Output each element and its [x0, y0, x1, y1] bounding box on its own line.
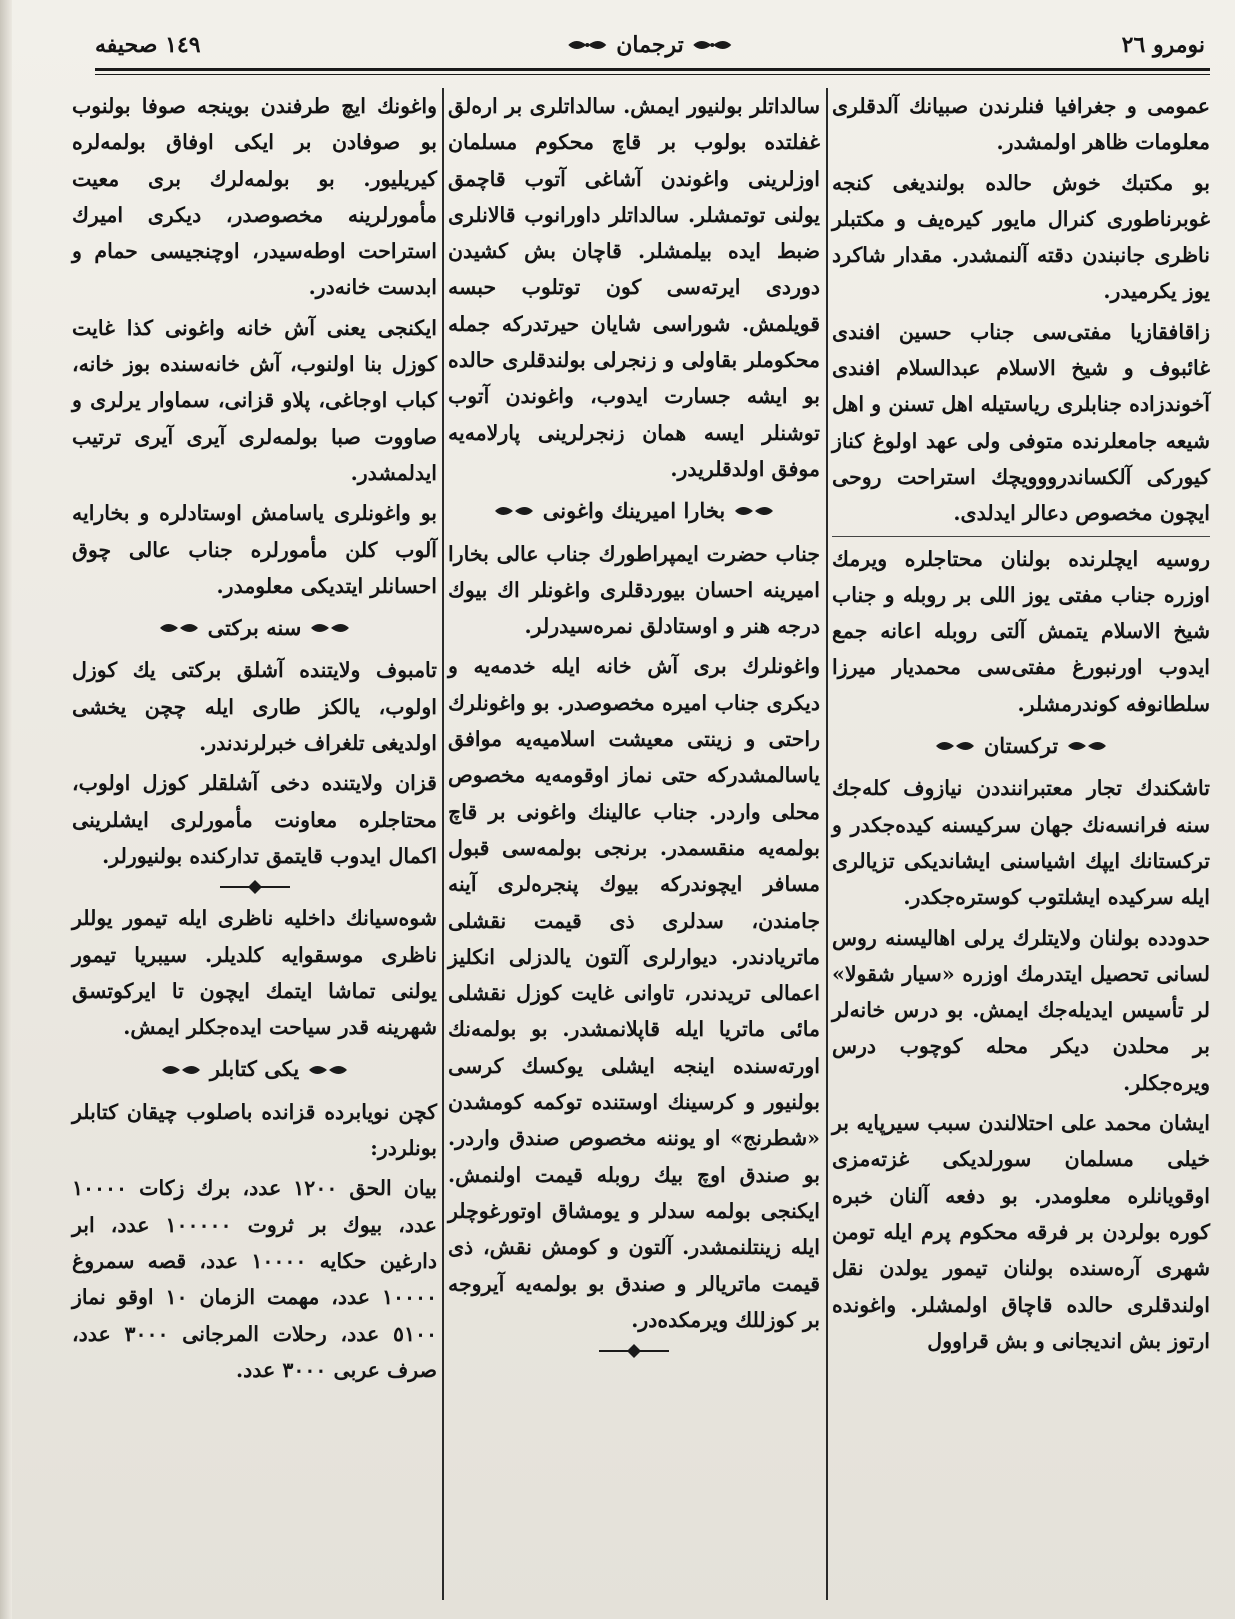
page-number: ١٤٩ صحیفه	[95, 32, 201, 58]
page-binding-edge	[0, 0, 12, 1619]
article-paragraph: كچن نویابرده قزانده باصلوب چیقان كتابلر بونلردر:	[72, 1099, 437, 1161]
ornament-icon	[733, 501, 775, 521]
article-paragraph: جناب حضرت ایمپراطورك جناب عالی بخارا امیرینه احسان بیوردقلری واغونلر اك بیوك درجه هنر و اوستادلق نمره‌سیدرلر.	[448, 541, 820, 639]
diamond-separator-icon	[599, 1344, 669, 1358]
masthead-title	[566, 32, 733, 58]
article-paragraph: بو مكتبك خوش حالده بولندیغی كنجه غوبرناطوری كنرال مایور كیره‌یف و مكتبلر ناظری جانبندن دقته آلنمشدر. مقدار شاكرد یوز یكرمیدر.	[832, 170, 1210, 304]
ornament-icon	[566, 35, 608, 55]
article-paragraph: عمومی و جغرافیا فنلرندن صبیانك آلدقلری معلومات ظاهر اولمشدر.	[832, 94, 1210, 155]
ornament-icon	[1066, 736, 1108, 756]
ornament-icon	[934, 736, 976, 756]
ornament-icon	[309, 618, 351, 638]
header-rule-thin	[95, 74, 1210, 75]
diamond-separator-icon	[220, 880, 290, 894]
article-paragraph: سالداتلر بولنیور ایمش. سالداتلری بر اره‌لق غفلتده بولوب بر قاچ محكوم مسلمان اوزلرینی واغوندن آشاغی آتوب قاچمق یولنی توتمشلر. سالداتلر داورانوب قالانلری ضبط ایده بیلمشلر. قاچان بش كشیدن دوردی ایرته‌سی كون توتلوب حبسه قویلمش. شوراسی شایان حیرتدركه جمله محكوملر بقاولی و زنجرلی بولندقلری حالده بو ایشه جسارت ایدوب، واغوندن آتوب توشنلر ایسه همان زنجرلرینی پارلامه‌یه موفق اولدقلریدر.	[448, 94, 820, 481]
section-heading	[832, 728, 1210, 764]
separator-ornament	[448, 1344, 820, 1358]
column-divider	[826, 88, 828, 1600]
ornament-icon	[158, 618, 200, 638]
article-paragraph: شوه‌سیانك داخلیه ناظری ایله تیمور یوللر ناظری موسقوایه كلدیلر. سیبریا تیمور یولنی تماشا ایتمك ایچون تا ایركوتسق شهرینه قدر سیاحت ایده‌جكلر ایمش.	[72, 906, 437, 1040]
article-paragraph: حدودده بولنان ولایتلرك یرلی اهالیسنه روس لسانی تحصیل ایتدرمك اوزره «سیار شقولا» لر تأسیس ایدیله‌جك ایمش. بو درس خانه‌لر بر محلدن دیكر محله كوچوب درس ویره‌جكلر.	[832, 925, 1210, 1095]
separator-ornament	[72, 880, 437, 894]
ornament-icon	[160, 1060, 202, 1080]
section-heading	[72, 1051, 437, 1087]
article-paragraph: بو واغونلری یاسامش اوستادلره و بخارایه آلوب كلن مأمورلره جناب عالی چوق احسانلر ایتدیكی معلومدر.	[72, 501, 437, 598]
article-paragraph: ایكنجی یعنی آش خانه واغونی كذا غایت كوزل بنا اولنوب، آش خانه‌سنده بوز خانه، كباب اوجاغی، پلاو قزانی، سماوار یرلری و صاووت صبا بولمه‌لری آیری آیری ترتیب ایدلمشدر.	[72, 315, 437, 485]
section-heading	[448, 493, 820, 529]
section-title: تركستان	[983, 733, 1059, 759]
rule-divider	[832, 536, 1210, 537]
left-column	[72, 88, 437, 1598]
article-paragraph: زاقافقازیا مفتی‌سی جناب حسین افندی غائبوف و شیخ الاسلام عبدالسلام افندی آخوندزاده جنابلری ریاستیله اهل تسنن و اهل شیعه جامعلرنده متوفی ولی عهد اولوغ كناز كیورکی آلكساندرووویچك استراحت روحی ایچون مخصوص دعالر ایدلدی.	[832, 319, 1210, 526]
issue-number: نومرو ٢٦	[1121, 32, 1205, 58]
ornament-icon	[307, 1060, 349, 1080]
article-paragraph: تامبوف ولایتنده آشلق بركتی یك كوزل اولوب، یالكز طاری ایله چچن یخشی اولدیغی تلغراف خبرلرندندر.	[72, 658, 437, 756]
article-paragraph: ایشان محمد علی احتلالندن سبب سیرپایه بر خیلی مسلمان سورلدیكی غزته‌مزی اوقویانلره معلومدر. بو دفعه آلنان خبره كوره بولردن بر فرقه محكوم پرم ایله تومن شهری آره‌سنده بولنان تیمور یولدن نقل اولندقلری حالده قاچاق اولمشلر. واغونده ارتوز بش اندیجانی و بش قراوول	[832, 1111, 1210, 1353]
article-paragraph: بیان الحق ١٢٠٠ عدد، برك زكات ١٠٠٠٠ عدد، بیوك بر ثروت ١٠٠٠٠٠ عدد، ابر دارغین حكایه ١٠٠٠٠ عدد، قصه سمروغ ١٠٠٠٠ عدد، مهمت الزمان ١٠ اوقو نماز ٥١٠٠ عدد، رحلات المرجانی ٣٠٠٠ عدد، صرف عربی ٣٠٠٠ عدد.	[72, 1176, 438, 1382]
ornament-icon	[692, 35, 734, 55]
article-paragraph: واغونلرك بری آش خانه ایله خدمه‌یه و دیكری جناب امیره مخصوصدر. بو واغونلرك راحتی و زینتی معیشت اسلامیه‌یه موافق یاسالمشدركه حتی نماز اوقومه‌یه مخصوص محلی واردر. جناب عالینك واغونی بر قاچ بولمه‌یه منقسمدر. برنجی بولمه‌سی قبول مسافر ایچوندركه بیوك پنجره‌لری آینه جامندن، سدلری ذی قیمت نقشلی ماتریادندر. دیوارلری آلتون یالدزلی انكلیز اعمالی تریدندر، تاوانی غایت كوزل نقشلی مائی ماتریا ایله قاپلانمشدر. بو بولمه‌نك اورته‌سنده اینجه ایشلی یوكسك كرسی بولنیور و كرسینك اوستنده توكمه كومشدن «شطرنج» او یوننه مخصوص صندق واردر. بو صندق اوچ بیك روبله قیمت اولنمش. ایكنجی بولمه سدلر و یومشاق اوتورغوچلر ایله زینتلنمشدر. آلتون و كومش نقش، ذی قیمت ماتریالر و صندق بو بولمه‌یه آیروجه بر كوزللك ویرمكده‌در.	[448, 654, 820, 1332]
section-title: یكی كتابلر	[209, 1056, 300, 1082]
masthead-title-text: ترجمان	[616, 32, 684, 58]
article-paragraph: قزان ولایتنده دخی آشلقلر كوزل اولوب، محتاجلره معاونت مأمورلری ایشلرینی اكمال ایدوب قایتمق تداركنده بولنیورلر.	[72, 771, 437, 868]
article-paragraph: واغونك ایچ طرفندن بوینجه صوفا بولنوب بو صوفادن بر ایكی اوفاق بولمه‌لره كیریلیور. بو بولمه‌لرك بری معیت مأمورلرینه مخصوصدر، دیكری امیرك استراحت اوطه‌سیدر، اوچنجیسی حمام و ابدست خانه‌در.	[72, 94, 437, 300]
column-divider	[442, 88, 444, 1600]
article-paragraph: تاشكندك تجار معتبراننددن نیازوف كله‌جك سنه فرانسه‌نك جهان سركیسنه كیده‌جكدر و تركستانك ایپك اشیاسنی ایشاندیكی تزیالری ایله سركیده ایشلتوب كوستره‌جكدر.	[832, 776, 1210, 910]
article-paragraph: روسیه ایچلرنده بولنان محتاجلره ویرمك اوزره جناب مفتی یوز اللی بر روبله و جناب شیخ الاسلام یتمش آلتی روبله اعانه جمع ایدوب اورنبورغ مفتی‌سی محمدیار میرزا سلطانوفه كوندرمشلر.	[832, 546, 1210, 716]
middle-column	[448, 88, 820, 1598]
section-title: سنه بركتی	[207, 615, 302, 641]
section-heading	[72, 610, 437, 646]
section-title: بخارا امیرینك واغونی	[542, 498, 726, 524]
right-column	[832, 88, 1210, 1598]
ornament-icon	[493, 501, 535, 521]
header-rule	[95, 68, 1210, 71]
